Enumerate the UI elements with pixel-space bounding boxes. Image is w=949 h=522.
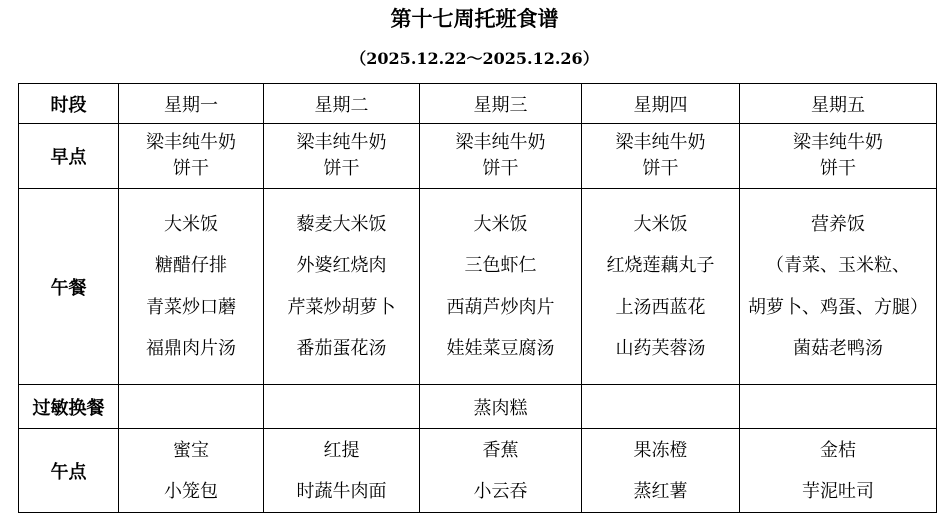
menu-item: 大米饭	[473, 213, 528, 235]
allergy-cell-thu	[582, 385, 740, 429]
menu-item: 小云吞	[473, 480, 528, 502]
menu-item: 梁丰纯牛奶	[146, 132, 236, 153]
menu-item: 梁丰纯牛奶	[793, 132, 883, 153]
day-header-thu: 星期四	[582, 84, 740, 124]
menu-item: 娃娃菜豆腐汤	[446, 338, 555, 359]
allergy-cell-fri	[740, 385, 937, 429]
menu-item: 糖醋仔排	[155, 255, 227, 276]
afternoon-label: 午点	[19, 429, 119, 513]
day-header-fri: 星期五	[740, 84, 937, 124]
day-header-wed: 星期三	[420, 84, 582, 124]
menu-item: 西葫芦炒肉片	[446, 296, 555, 318]
breakfast-cell-wed	[420, 124, 582, 189]
menu-item: 金桔	[820, 439, 856, 461]
menu-item: （青菜、玉米粒、	[766, 255, 910, 276]
lunch-cell-mon	[119, 189, 264, 385]
breakfast-row	[19, 124, 937, 189]
menu-item: 梁丰纯牛奶	[296, 132, 387, 153]
menu-item: 胡萝卜、鸡蛋、方腿）	[748, 296, 928, 318]
lunch-cell-thu	[582, 189, 740, 385]
menu-item: 番茄蛋花汤	[296, 338, 387, 359]
menu-item: 菌菇老鸭汤	[793, 338, 883, 359]
allergy-label: 过敏换餐	[19, 385, 119, 429]
menu-item: 饼干	[323, 158, 360, 179]
date-range: （2025.12.22～2025.12.26）	[350, 49, 599, 68]
day-header-mon: 星期一	[119, 84, 264, 124]
lunch-cell-tue	[264, 189, 420, 385]
menu-item: 红提	[323, 439, 360, 461]
lunch-label: 午餐	[19, 189, 119, 385]
menu-item: 山药芙蓉汤	[615, 338, 706, 359]
breakfast-cell-tue	[264, 124, 420, 189]
menu-item: 梁丰纯牛奶	[615, 132, 706, 153]
menu-item: 果冻橙	[633, 439, 688, 461]
menu-item: 大米饭	[164, 213, 218, 235]
header-row	[19, 84, 937, 124]
menu-item: 香蕉	[482, 439, 519, 461]
lunch-row	[19, 189, 937, 385]
afternoon-cell-thu	[582, 429, 740, 513]
allergy-cell-mon	[119, 385, 264, 429]
menu-item: 外婆红烧肉	[296, 255, 387, 276]
corner-label: 时段	[19, 84, 119, 124]
menu-item: 红烧莲藕丸子	[606, 255, 715, 276]
menu-item: 饼干	[642, 158, 679, 179]
breakfast-cell-fri	[740, 124, 937, 189]
menu-item: 蜜宝	[173, 439, 209, 461]
menu-item: 时蔬牛肉面	[296, 480, 387, 502]
afternoon-cell-tue	[264, 429, 420, 513]
menu-item: 上汤西蓝花	[615, 296, 706, 318]
menu-item: 藜麦大米饭	[296, 213, 387, 235]
menu-item: 饼干	[820, 158, 856, 179]
afternoon-cell-fri	[740, 429, 937, 513]
lunch-cell-wed	[420, 189, 582, 385]
day-header-tue: 星期二	[264, 84, 420, 124]
afternoon-row	[19, 429, 937, 513]
menu-item: 芋泥吐司	[802, 480, 874, 502]
breakfast-cell-mon	[119, 124, 264, 189]
breakfast-cell-thu	[582, 124, 740, 189]
menu-item: 福鼎肉片汤	[146, 338, 236, 359]
menu-item: 饼干	[482, 158, 519, 179]
menu-item: 三色虾仁	[464, 255, 537, 276]
breakfast-label: 早点	[19, 124, 119, 189]
menu-item: 小笼包	[164, 480, 218, 502]
afternoon-cell-wed	[420, 429, 582, 513]
allergy-cell-tue	[264, 385, 420, 429]
allergy-cell-wed: 蒸肉糕	[420, 385, 582, 429]
menu-item: 大米饭	[633, 213, 688, 235]
menu-item: 饼干	[173, 158, 209, 179]
afternoon-cell-mon	[119, 429, 264, 513]
menu-table	[18, 83, 937, 513]
lunch-cell-fri	[740, 189, 937, 385]
allergy-row	[19, 385, 937, 429]
page-title: 第十七周托班食谱	[390, 6, 559, 31]
menu-item: 青菜炒口蘑	[146, 296, 236, 318]
menu-item: 梁丰纯牛奶	[455, 132, 546, 153]
menu-item: 营养饭	[811, 213, 865, 235]
menu-item: 蒸红薯	[633, 480, 688, 502]
menu-item: 芹菜炒胡萝卜	[287, 296, 396, 318]
